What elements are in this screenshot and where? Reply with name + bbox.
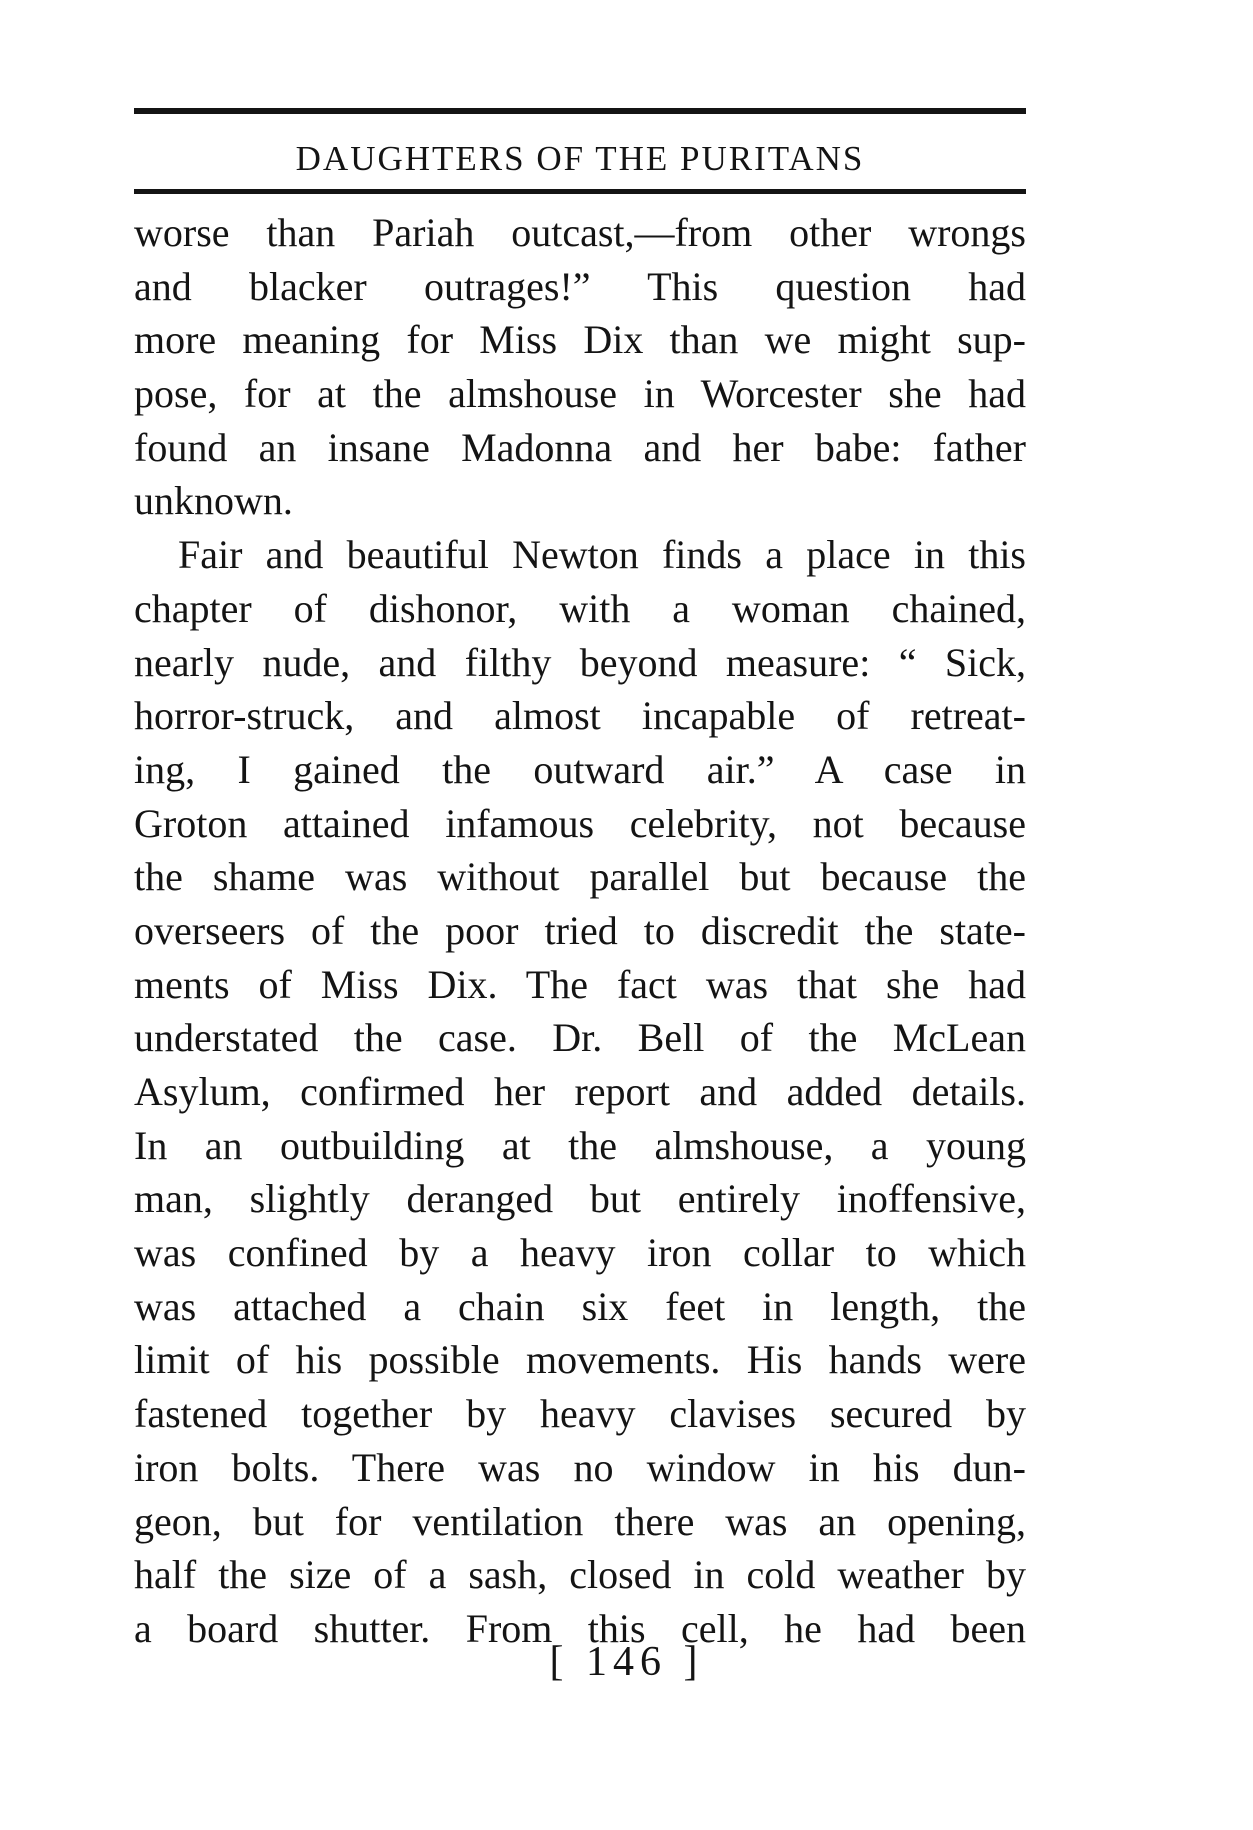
text-line: Fair and beautiful Newton finds a place in this — [178, 532, 1026, 578]
text-line: ing, I gained the outward air.” A case in — [134, 746, 1026, 792]
text-line: fastened together by heavy clavises secured by — [134, 1391, 1026, 1437]
text-line: was attached a chain six feet in length, the — [134, 1283, 1026, 1329]
body-text — [134, 206, 1026, 1656]
text-line: understated the case. Dr. Bell of the McLean — [134, 1015, 1026, 1061]
text-line: unknown. — [134, 478, 293, 524]
text-line: In an outbuilding at the almshouse, a young — [134, 1122, 1026, 1168]
text-line: more meaning for Miss Dix than we might sup- — [134, 317, 1026, 363]
text-line: pose, for at the almshouse in Worcester she had — [134, 371, 1026, 417]
text-line: and blacker outrages!” This question had — [134, 263, 1026, 309]
text-line: nearly nude, and filthy beyond measure: “ Sick, — [134, 639, 1026, 685]
text-line: Groton attained infamous celebrity, not because — [134, 800, 1026, 846]
text-line: was confined by a heavy iron collar to which — [134, 1230, 1026, 1276]
text-line: overseers of the poor tried to discredit the state- — [134, 907, 1026, 953]
text-line: half the size of a sash, closed in cold weather by — [134, 1552, 1026, 1598]
text-line: man, slightly deranged but entirely inoffensive, — [134, 1176, 1026, 1222]
header-bottom-rule — [134, 189, 1026, 194]
text-line: worse than Pariah outcast,—from other wrongs — [134, 210, 1026, 255]
text-line: a board shutter. From this cell, he had been — [134, 1605, 1026, 1651]
text-line: horror-struck, and almost incapable of retreat- — [134, 693, 1026, 739]
page-number: [ 146 ] — [549, 1639, 704, 1685]
text-line: limit of his possible movements. His hands were — [134, 1337, 1026, 1383]
text-line: ments of Miss Dix. The fact was that she had — [134, 961, 1026, 1007]
text-line: found an insane Madonna and her babe: father — [134, 424, 1026, 470]
running-head: DAUGHTERS OF THE PURITANS — [295, 139, 865, 178]
text-line: geon, but for ventilation there was an opening, — [134, 1498, 1026, 1544]
book-page — [134, 108, 1026, 1656]
text-line: Asylum, confirmed her report and added details. — [134, 1069, 1026, 1114]
text-line: iron bolts. There was no window in his dun- — [134, 1444, 1026, 1490]
text-line: chapter of dishonor, with a woman chained, — [134, 585, 1026, 631]
text-line: the shame was without parallel but because the — [134, 854, 1026, 900]
